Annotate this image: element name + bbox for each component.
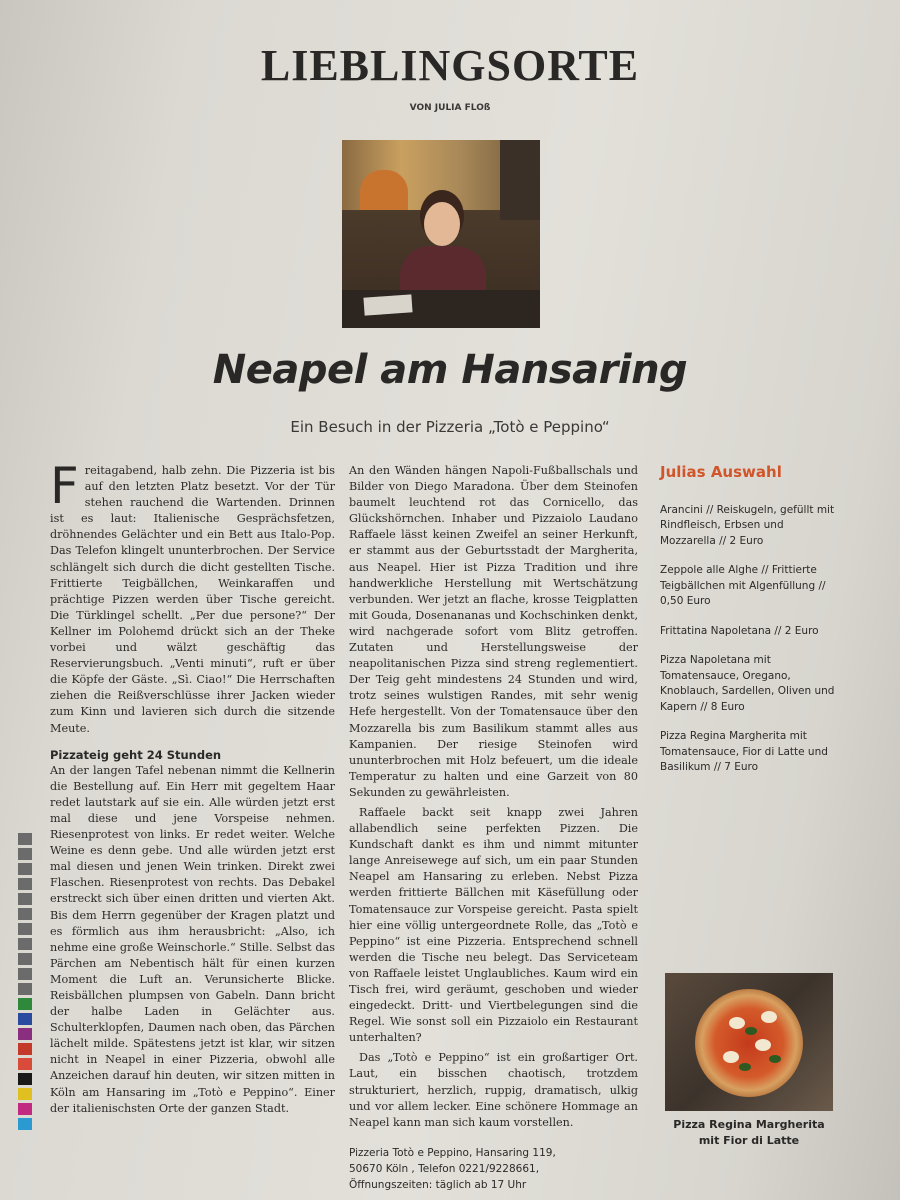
menu-item: Zeppole alle Alghe // Frittierte Teigbällchen mit Algenfüllung // 0,50 Euro <box>660 564 826 607</box>
print-color-swatch <box>18 968 32 980</box>
paragraph-1-text: reitagabend, halb zehn. Die Pizzeria ist bis auf den letzten Platz besetzt. Vor der Tür stehen rauchend die Wartenden. Drinnen ist es laut: Italienische Gesprächsfetzen, dröhnendes Gelächter und ein Bett aus Italo-Pop. Das Telefon klingelt ununterbrochen. Der Service schlängelt sich durch die dicht gestellten Tische. Frittierte Teigbällchen, Weinkaraffen und prächtige Pizzen werden über Tische gereicht. Die Türklingel schellt. „Per due persone?“ Der Kellner im Polohemd drückt sich an der Theke vorbei und wälzt geschäftig das Reservierungsbuch. „Venti minuti“, ruft er über die Köpfe der Gäste. „Sì. Ciao!“ Die Herrschaften ziehen die Reißverschlüsse ihrer Jacken wieder zum Kinn und lavieren sich durch die sitzende Meute. <box>50 464 335 735</box>
article-column-1 <box>50 457 335 1117</box>
section-subtitle: Pizzateig geht 24 Stunden <box>50 747 222 762</box>
author-photo <box>342 140 540 328</box>
print-color-marks <box>18 833 32 1133</box>
print-color-swatch <box>18 1073 32 1085</box>
section-title: LIEBLINGSORTE <box>260 41 640 90</box>
photo-caption <box>660 1117 838 1149</box>
article-paragraph-1 <box>50 457 335 737</box>
photo-person-head <box>424 202 460 246</box>
photo-oven <box>360 170 408 210</box>
subheadline: Ein Besuch in der Pizzeria „Totò e Peppino“ <box>290 418 610 436</box>
menu-item: Pizza Napoletana mit Tomatensauce, Oregano, Knoblauch, Sardellen, Oliven und Kapern // 8 Euro <box>660 654 835 713</box>
drop-cap: F <box>50 457 79 515</box>
print-color-swatch <box>18 1058 32 1070</box>
cheese-blob <box>723 1051 739 1063</box>
article-paragraph-4: Raffaele backt seit knapp zwei Jahren allabendlich seine perfekten Pizzen. Die Kundschaft dankt es ihm und nimmt mitunter lange Anreisewege auf sich, um ein paar Stunden Neapel am Hansaring zu erleben. Nebst Pizza werden frittierte Bällchen mit Käsefüllung oder Tomatensauce zur Vorspeise gereicht. Pasta spielt hier eine völlig untergeordnete Rolle, das „Totò e Peppino“ ist eine Pizzeria. Entsprechend schnell werden die Tische neu belegt. Das Serviceteam von Raffaele leistet Unglaubliches. Kaum wird ein Tisch frei, wird geräumt, geschoben und wieder eingedeckt. Dritt- und Viertbelegungen sind die Regel. Wie sonst soll ein Pizzaiolo ein Restaurant unterhalten? <box>349 805 638 1045</box>
sidebar-title: Julias Auswahl <box>660 463 782 481</box>
print-color-swatch <box>18 908 32 920</box>
basil-leaf <box>739 1063 751 1071</box>
print-color-swatch <box>18 983 32 995</box>
article-paragraph-5: Das „Totò e Peppino“ ist ein großartiger Ort. Laut, ein bisschen chaotisch, trotzdem strukturiert, herzlich, ruppig, dramatisch, ulkig und vor allem lecker. Eine schönere Hommage an Neapel kann man sich kaum vorstellen. <box>349 1051 638 1129</box>
menu-item: Frittatina Napoletana // 2 Euro <box>660 624 819 637</box>
print-color-swatch <box>18 878 32 890</box>
address-line-1: Pizzeria Totò e Peppino, Hansaring 119, <box>349 1146 556 1159</box>
print-color-swatch <box>18 1013 32 1025</box>
pizza-illustration <box>695 989 803 1097</box>
print-color-swatch <box>18 938 32 950</box>
print-color-swatch <box>18 1103 32 1115</box>
print-color-swatch <box>18 848 32 860</box>
byline: VON JULIA FLOß <box>409 103 491 113</box>
cheese-blob <box>761 1011 777 1023</box>
article-paragraph-3: An den Wänden hängen Napoli-Fußballschals und Bilder von Diego Maradona. Über dem Steinofen baumelt leuchtend rot das Cornicello, das Glückshörnchen. Inhaber und Pizzaiolo Laudano Raffaele lässt keinen Zweifel an seiner Herkunft, er stammt aus der Geburtsstadt der Margherita, aus Neapel. Hier ist Pizza Tradition und ihre handwerkliche Herstellung mit Wertschätzung verbunden. Wer jetzt an flache, krosse Teigplatten mit Gouda, Dosenananas und Kochschinken denkt, wird nachgerade sofort vom Blitz getroffen. Zutaten und Herstellungsweise der neapolitanischen Pizza sind streng reglementiert. Der Teig geht mindestens 24 Stunden und wird, trotz seines wulstigen Randes, mit sehr wenig Hefe hergestellt. Von der Tomatensauce über den Mozzarella bis zum Basilikum stammt alles aus Kampanien. Der riesige Steinofen wird ununterbrochen mit Holz befeuert, um die ideale Temperatur zu halten und eine Garzeit von 80 Sekunden zu gewährleisten. <box>349 464 638 799</box>
print-color-swatch <box>18 923 32 935</box>
print-color-swatch <box>18 1043 32 1055</box>
pizza-photo <box>665 973 833 1111</box>
photo-shelf <box>500 140 540 220</box>
print-color-swatch <box>18 1118 32 1130</box>
article-column-2 <box>349 463 638 1193</box>
cheese-blob <box>729 1017 745 1029</box>
print-color-swatch <box>18 1088 32 1100</box>
sidebar-selection <box>660 465 835 790</box>
print-color-swatch <box>18 953 32 965</box>
headline: Neapel am Hansaring <box>212 347 688 393</box>
menu-item: Arancini // Reiskugeln, gefüllt mit Rindfleisch, Erbsen und Mozzarella // 2 Euro <box>660 503 835 547</box>
address-line-2: 50670 Köln , Telefon 0221/9228661, <box>349 1162 540 1175</box>
print-color-swatch <box>18 863 32 875</box>
caption-line-1: Pizza Regina Margherita <box>673 1118 825 1131</box>
basil-leaf <box>745 1027 757 1035</box>
print-color-swatch <box>18 833 32 845</box>
caption-line-2: mit Fior di Latte <box>698 1134 800 1147</box>
cheese-blob <box>755 1039 771 1051</box>
address-line-3: Öffnungszeiten: täglich ab 17 Uhr <box>349 1178 527 1191</box>
print-color-swatch <box>18 1028 32 1040</box>
print-color-swatch <box>18 998 32 1010</box>
menu-item: Pizza Regina Margherita mit Tomatensauce, Fior di Latte und Basilikum // 7 Euro <box>660 730 828 773</box>
restaurant-address <box>349 1145 638 1193</box>
basil-leaf <box>769 1055 781 1063</box>
print-color-swatch <box>18 893 32 905</box>
article-paragraph-2: An der langen Tafel nebenan nimmt die Kellnerin die Bestellung auf. Ein Herr mit gegeltem Haar redet lautstark auf sie ein. Alle würden jetzt erst mal diese und jene Vorspeise nehmen. Riesenprotest von links. Er redet weiter. Welche Weine es denn gebe. Und alle würden jetzt erst mal diesen und jenen Wein trinken. Direkt zwei Flaschen. Riesenprotest von rechts. Das Debakel erstreckt sich über einen dritten und vierten Akt. Bis dem Herrn gegenüber der Kragen platzt und es förmlich aus ihm herausbricht: „Also, ich nehme eine große Weinschorle.“ Stille. Selbst das Pärchen am Nebentisch hält für einen kurzen Moment die Luft an. Verunsicherte Blicke. Reisbällchen plumpsen von Gabeln. Dann bricht der halbe Laden in Gelächter aus. Schulterklopfen, Daumen nach oben, das Pärchen lächelt milde. Spätestens jetzt ist klar, wir sitzen nicht in Neapel in einer Pizzeria, obwohl alle Anzeichen darauf hin deuten, wir sitzen mitten in Köln am Hansaring im „Totò e Peppino“. Einer der italienischsten Orte der ganzen Stadt. <box>50 763 335 1115</box>
photo-menu-card <box>363 294 412 315</box>
